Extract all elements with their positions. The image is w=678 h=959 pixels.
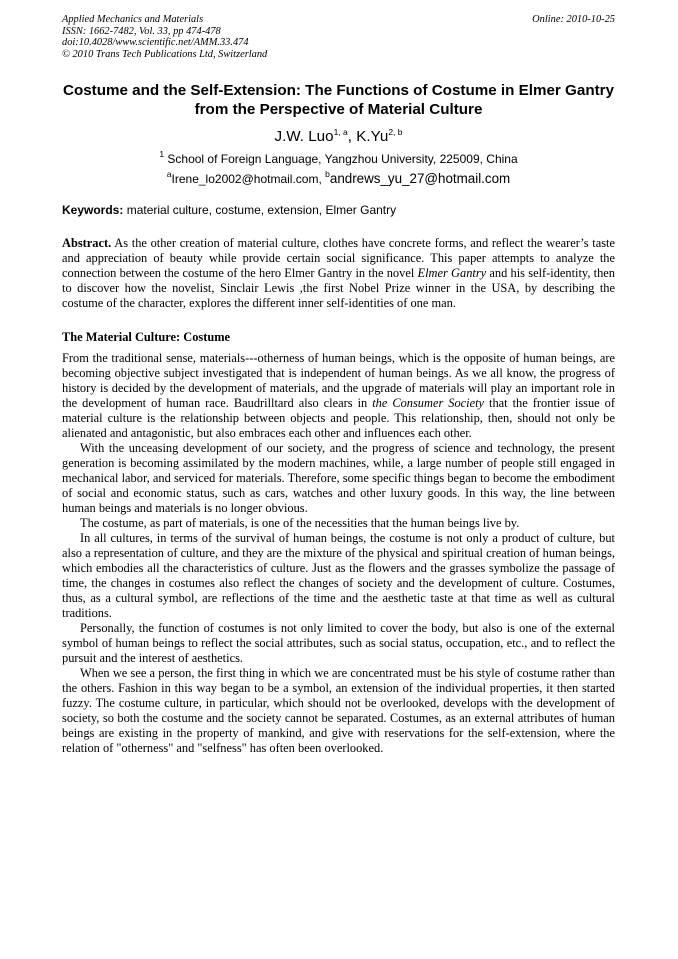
affiliation-marker: 1 (159, 149, 165, 159)
abstract (62, 236, 615, 311)
book-title: the Consumer Society (372, 396, 485, 410)
paragraph: When we see a person, the first thing in which we are concentrated must be his style of costume rather than the others. Fashion in this way began to be a symbol, an extension of the individual properties, it then started fuzzy. The costume culture, in particular, which should not be overlooked, develops with the development of society, so both the costume and the society cannot be separated. Costumes, as an external attributes of human beings are existing in the property of mankind, and give with reservations for the self-extension, where the relation of "otherness" and "selfness" has often been overlooked. (62, 666, 615, 755)
journal-name: Applied Mechanics and Materials (62, 14, 204, 25)
journal-header (62, 14, 615, 66)
doi-line: doi:10.4028/www.scientific.net/AMM.33.474 (62, 37, 249, 48)
email-marker: b (325, 169, 330, 179)
author-name: J.W. Luo (274, 128, 334, 145)
abstract-text: As the other creation of material culture, clothes have concrete forms, and reflect the wearer’s taste and appreciation of beauty while provide certain social significance. This paper attempts to analyze the connection between the costume of the hero Elmer Gantry in the novel (62, 236, 615, 280)
affiliation (62, 151, 615, 167)
paragraph-text: that the frontier issue of material culture is the relationship between objects and people. This relationship, then, should not only be alienated and antagonistic, but also embraces each other and influences each other. (62, 396, 615, 440)
paper-title: Costume and the Self-Extension: The Functions of Costume in Elmer Gantry from the Perspective of Material Culture (62, 82, 615, 118)
online-date: Online: 2010-10-25 (532, 14, 615, 25)
paragraph: With the unceasing development of our society, and the progress of science and technology, the present generation is becoming assimilated by the modern machines, while, a large number of people still engaged in mechanical labor, and serviced for materials. Therefore, some specific things began to become the embodiment of social and economic status, such as cars, watches and other luxury goods. In this way, the line between human beings and materials is no longer obvious. (62, 441, 615, 515)
author-list (62, 127, 615, 146)
author-affiliation-marker: 2, b (388, 127, 403, 137)
abstract-text: and his self-identity, then to discover how the novelist, Sinclair Lewis ,the first Nobel Prize winner in the USA, by describing the costume of the character, explores the different inner self-identities of one man. (62, 266, 615, 310)
paragraph: In all cultures, in terms of the survival of human beings, the costume is not only a product of culture, but also a representation of culture, and they are the mixture of the physical and spiritual creation of human beings, which embodies all the characteristics of culture. Just as the flowers and the grasses symbolize the passage of time, the changes in costumes also reflect the changes of society and the development of culture. Costumes, thus, as a cultural symbol, are reflections of the time and the aesthetic taste at that time as well as cultural traditions. (62, 531, 615, 620)
issn-line: ISSN: 1662-7482, Vol. 33, pp 474-478 (62, 25, 221, 37)
author-affiliation-marker: 1, a (333, 127, 348, 137)
paragraph (62, 351, 615, 441)
section-heading: The Material Culture: Costume (62, 330, 231, 344)
email-separator: , (318, 172, 326, 186)
keywords-label: Keywords: (62, 203, 124, 217)
abstract-label: Abstract. (62, 236, 112, 250)
email-link[interactable]: andrews_yu_27@hotmail.com (329, 171, 511, 186)
novel-title: Elmer Gantry (417, 266, 487, 280)
paper-page (62, 14, 615, 756)
author-name: K.Yu (356, 128, 389, 145)
section-body (62, 351, 615, 756)
paragraph-text: From the traditional sense, materials---otherness of human beings, which is the opposite of human beings, are becoming objective subject investigated that is independent of human beings. As we all know, the progress of history is decided by the development of materials, and the upgrade of materials will play an important role in the development of human race. Baudrilltard also clears in (62, 351, 615, 410)
author-emails (62, 171, 615, 187)
paragraph: Personally, the function of costumes is not only limited to cover the body, but also is one of the external symbol of human beings to reflect the social attributes, such as social status, occupation, etc., and to reflect the pursuit and the interest of aesthetics. (62, 621, 615, 665)
email-link[interactable]: Irene_lo2002@hotmail.com (171, 172, 319, 186)
paragraph: The costume, as part of materials, is one of the necessities that the human beings live by. (80, 516, 520, 530)
keywords (62, 202, 615, 218)
keywords-text: material culture, costume, extension, Elmer Gantry (123, 203, 397, 217)
affiliation-text: School of Foreign Language, Yangzhou University, 225009, China (167, 152, 518, 166)
email-marker: a (166, 169, 172, 179)
author-separator: , (347, 128, 357, 145)
copyright-line: © 2010 Trans Tech Publications Ltd, Switzerland (62, 48, 268, 60)
